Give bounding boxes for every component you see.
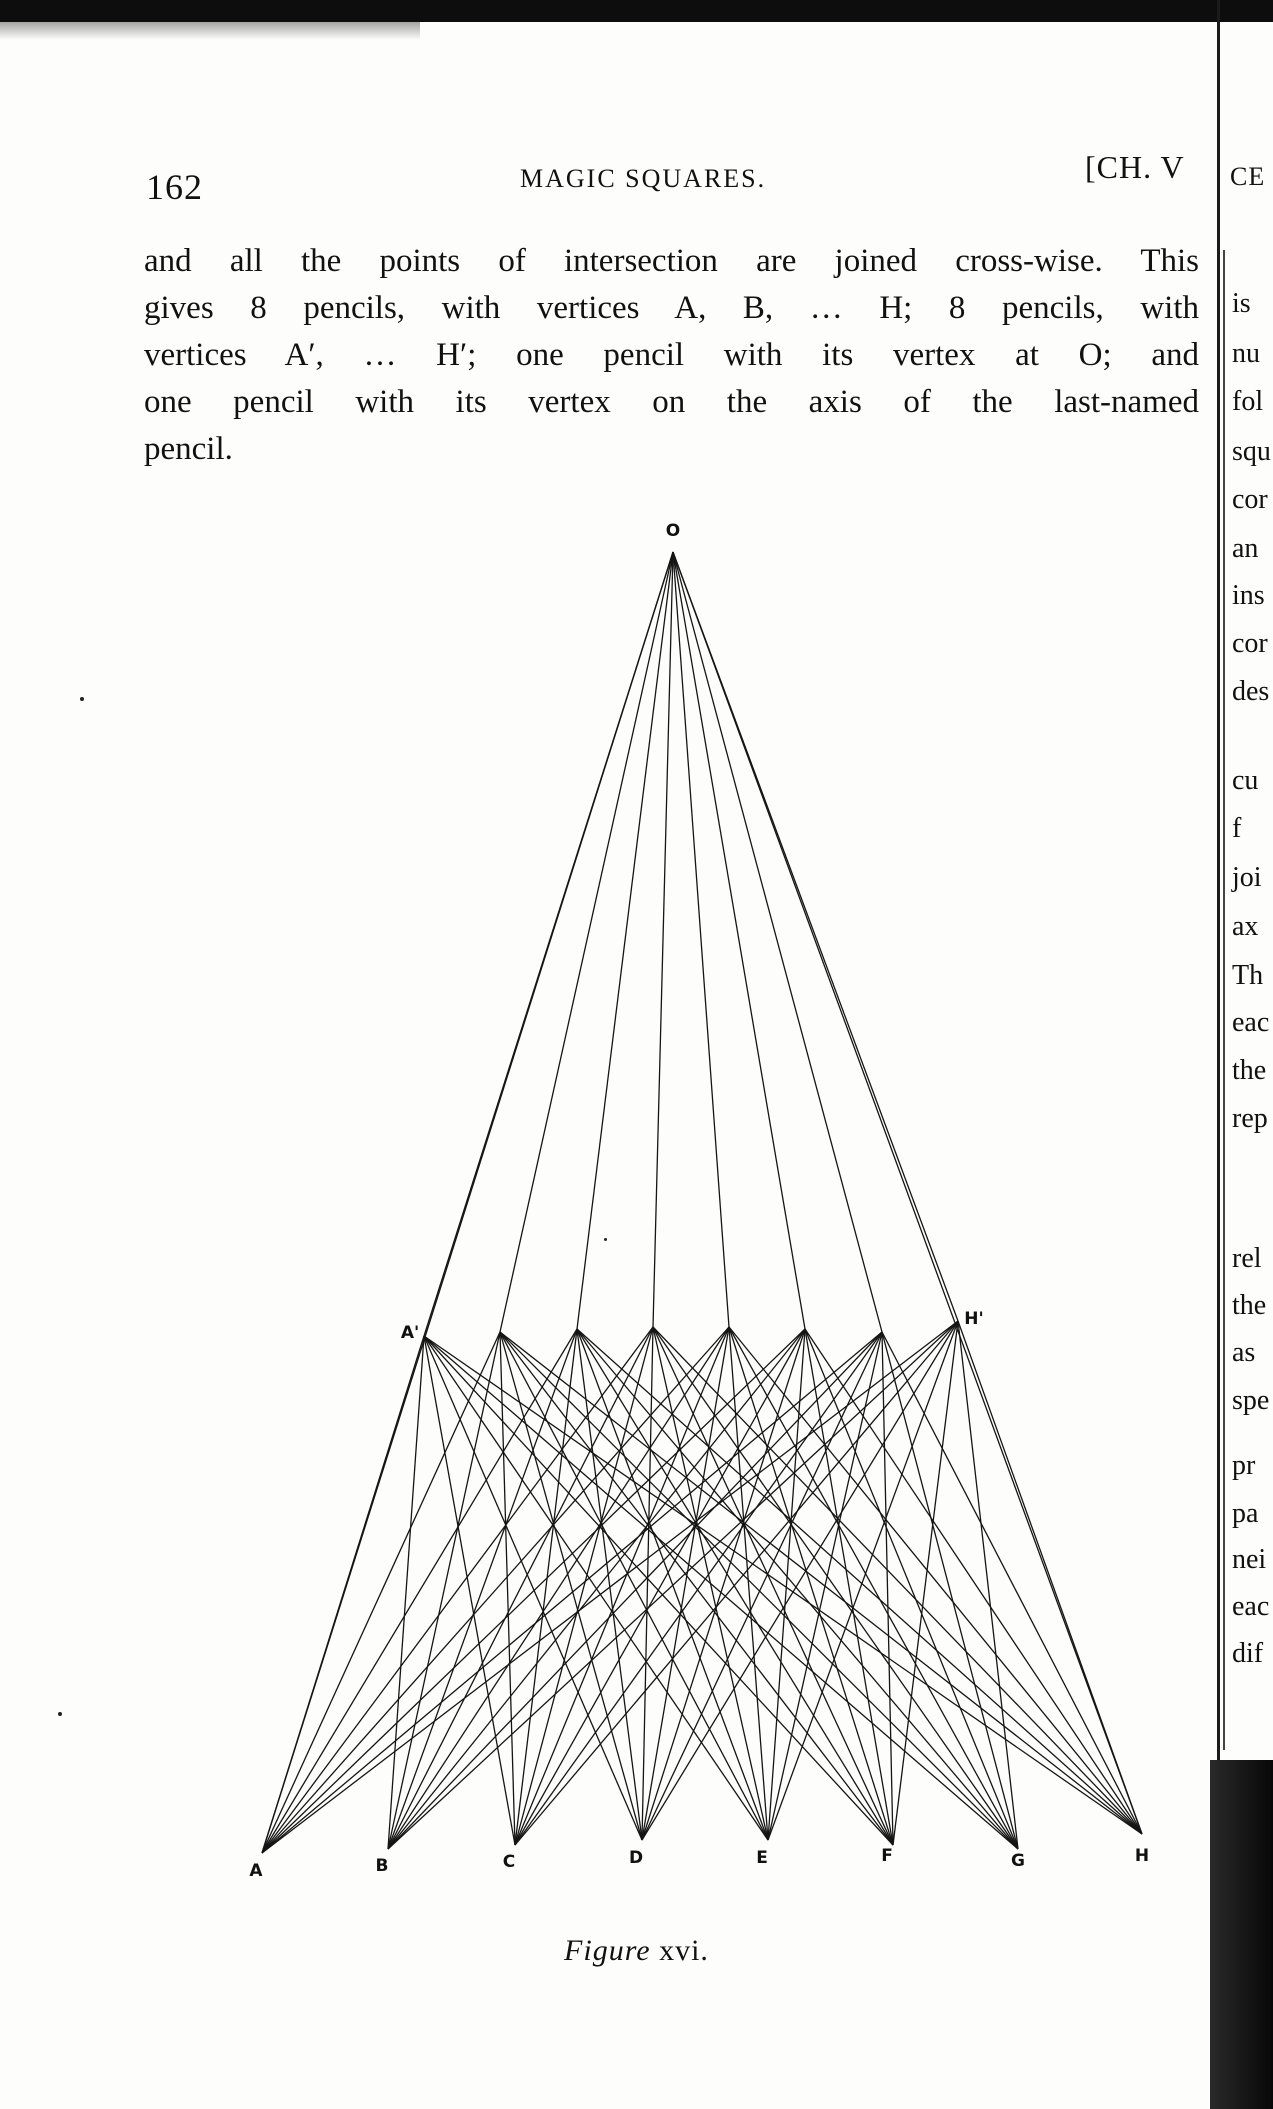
- adjacent-page-fragment: eac: [1232, 1007, 1270, 1038]
- cross-join-line: [388, 1332, 882, 1849]
- apex-pencil-line: [500, 552, 673, 1332]
- cross-join-line: [768, 1329, 805, 1840]
- vertex-label-b: B: [375, 1856, 389, 1876]
- adjacent-page-fragment: fol: [1232, 386, 1264, 417]
- vertex-label-d: D: [628, 1848, 644, 1868]
- cross-join-line: [388, 1327, 729, 1849]
- adjacent-page-fragment: squ: [1232, 436, 1271, 467]
- adjacent-page-fragment: as: [1232, 1337, 1256, 1368]
- adjacent-page-fragment: rep: [1232, 1103, 1268, 1134]
- body-paragraph: [144, 238, 1199, 473]
- apex-pencil-line: [673, 552, 729, 1327]
- adjacent-page-fragment: dif: [1232, 1638, 1264, 1669]
- cross-join-line: [653, 1327, 768, 1840]
- scan-top-edge: [0, 0, 1273, 22]
- cross-join-line: [500, 1332, 1142, 1834]
- body-line: one pencil with its vertex on the axis of the last-named: [144, 384, 1199, 420]
- adjacent-page-fragment: joi: [1232, 862, 1262, 893]
- adjacent-page-fragment: f: [1232, 813, 1242, 844]
- adjacent-page-fragment: the: [1232, 1055, 1267, 1086]
- cross-join-line: [768, 1321, 958, 1840]
- adjacent-page-fragment: rel: [1232, 1243, 1262, 1274]
- scan-speck: [80, 697, 84, 701]
- body-line: and all the points of intersection are joined cross-wise. This: [144, 243, 1199, 279]
- adjacent-page-fragment: an: [1232, 533, 1259, 564]
- cross-join-line: [515, 1329, 577, 1845]
- scan-binding-shadow: [1210, 1760, 1273, 2109]
- apex-pencil-line: [673, 552, 805, 1329]
- vertex-label-h-prime: H': [964, 1309, 984, 1329]
- vertex-label-f: F: [881, 1846, 893, 1866]
- vertex-label-h: H: [1134, 1846, 1150, 1866]
- cross-join-line: [262, 1332, 882, 1853]
- figure-line-group: [262, 552, 1142, 1853]
- apex-edge-line: [673, 552, 1142, 1834]
- cross-join-line: [424, 1336, 515, 1845]
- adjacent-page-header: CE: [1230, 162, 1266, 191]
- adjacent-page-fragment: pa: [1232, 1498, 1259, 1529]
- cross-join-line: [500, 1332, 768, 1840]
- adjacent-page-fragment: eac: [1232, 1591, 1270, 1622]
- page-number: 162: [146, 167, 203, 207]
- cross-join-line: [805, 1329, 1142, 1834]
- adjacent-page-fragment: pr: [1232, 1450, 1256, 1481]
- vertex-label-c: C: [502, 1852, 516, 1872]
- scan-top-shadow: [0, 22, 420, 40]
- cross-join-line: [262, 1327, 653, 1853]
- cross-join-line: [388, 1329, 577, 1849]
- pencils-figure: [0, 500, 1273, 1920]
- adjacent-page-fragment: is: [1232, 288, 1251, 319]
- apex-pencil-line: [577, 552, 673, 1329]
- adjacent-page-fragment: ins: [1232, 580, 1265, 611]
- cross-join-line: [388, 1332, 500, 1849]
- body-line: pencil.: [144, 431, 233, 467]
- cross-join-line: [805, 1329, 893, 1845]
- cross-join-line: [642, 1329, 805, 1840]
- adjacent-page-fragment: nei: [1232, 1544, 1267, 1575]
- adjacent-page-fragment: ax: [1232, 911, 1259, 942]
- cross-join-line: [515, 1332, 882, 1845]
- cross-join-line: [882, 1332, 1142, 1834]
- adjacent-page-fragment: Th: [1232, 960, 1264, 991]
- vertex-label-a-prime: A': [400, 1323, 420, 1343]
- apex-pencil-line: [673, 552, 882, 1332]
- running-title: MAGIC SQUARES.: [520, 164, 767, 193]
- chapter-reference: [CH. V: [1085, 149, 1185, 185]
- figure-caption: [0, 1934, 1273, 1968]
- cross-join-line: [958, 1321, 1142, 1834]
- adjacent-page-fragment: the: [1232, 1290, 1267, 1321]
- scan-speck: [604, 1238, 607, 1241]
- adjacent-page-fragment: nu: [1232, 338, 1260, 369]
- body-line: vertices A′, … H′; one pencil with its vertex at O; and: [144, 337, 1199, 373]
- adjacent-page-fragment: cu: [1232, 765, 1259, 796]
- vertex-label-e: E: [756, 1848, 768, 1868]
- cross-join-line: [262, 1321, 958, 1853]
- cross-join-line: [653, 1327, 1142, 1834]
- vertex-label-a: A: [249, 1861, 263, 1881]
- cross-join-line: [577, 1329, 768, 1840]
- cross-join-line: [262, 1332, 500, 1853]
- figure-caption-italic: Figure: [564, 1934, 651, 1967]
- adjacent-page-fragment: spe: [1232, 1385, 1270, 1416]
- cross-join-line: [958, 1321, 1018, 1849]
- adjacent-page-fragment: cor: [1232, 484, 1268, 515]
- adjacent-page-fragment: cor: [1232, 628, 1268, 659]
- cross-join-line: [577, 1329, 1142, 1834]
- vertex-label-o: O: [665, 521, 681, 541]
- scan-speck: [58, 1712, 62, 1716]
- figure-caption-number: xvi.: [650, 1934, 709, 1967]
- vertex-label-g: G: [1011, 1851, 1025, 1871]
- apex-pencil-line: [653, 552, 673, 1327]
- body-line: gives 8 pencils, with vertices A, B, … H; 8 pencils, with: [144, 290, 1199, 326]
- cross-join-line: [729, 1327, 1018, 1849]
- adjacent-page-fragment: des: [1232, 676, 1270, 707]
